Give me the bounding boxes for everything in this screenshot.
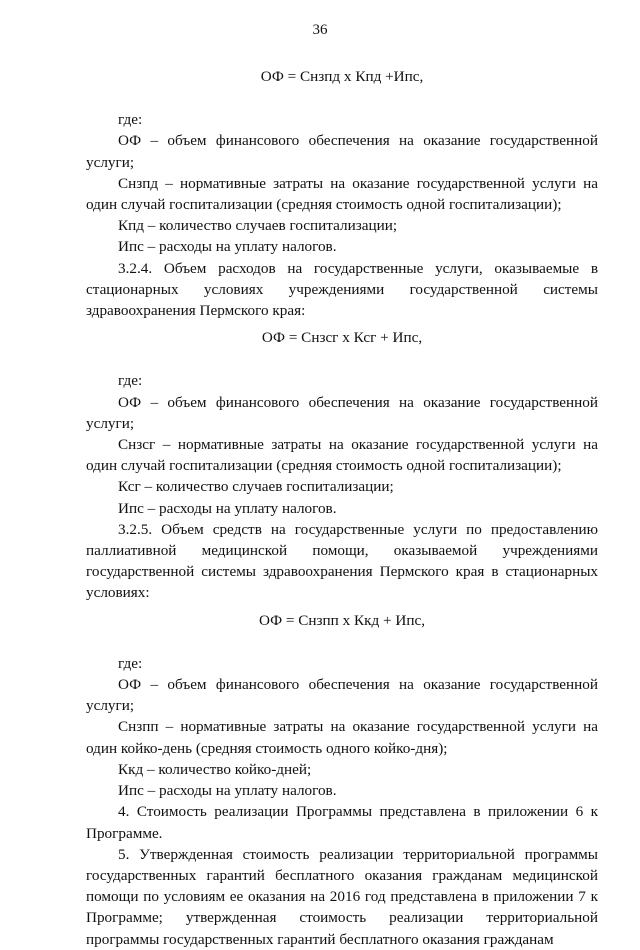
definition-ips: Ипс – расходы на уплату налогов. (118, 499, 337, 517)
definition-of: ОФ – объем финансового обеспечения на оказание государственной услуги; (86, 676, 598, 715)
formula-2: ОФ = Снзсг х Ксг + Ипс, (261, 329, 423, 347)
where-label: где: (118, 654, 143, 672)
page-number: 36 (312, 22, 328, 38)
where-label: где: (118, 372, 143, 390)
document-body (86, 60, 598, 950)
section-3-2-4: 3.2.4. Объем расходов на государственные услуги, оказываемые в стационарных условиях учреждениями государственной системы здравоохранения Пермского края: (86, 259, 598, 320)
definition-snzpd: Снзпд – нормативные затраты на оказание государственной услуги на один случай госпитализации (средняя стоимость одной госпитализации); (86, 174, 598, 214)
definition-kkd: Ккд – количество койко-дней; (118, 760, 312, 778)
section-4: 4. Стоимость реализации Программы представлена в приложении 6 к Программе. (86, 803, 598, 842)
section-3-2-5: 3.2.5. Объем средств на государственные услуги по предоставлению паллиативной медицинской помощи, оказываемой учреждениями государственной системы здравоохранения Пермского края в стационарных условиях: (86, 520, 598, 602)
definition-ksg: Ксг – количество случаев госпитализации; (118, 478, 394, 496)
definition-ips: Ипс – расходы на уплату налогов. (118, 782, 337, 800)
formula-3: ОФ = Снзпп х Ккд + Ипс, (258, 611, 426, 629)
definition-snzsg: Снзсг – нормативные затраты на оказание государственной услуги на один случай госпитализации (средняя стоимость одной госпитализации); (86, 436, 598, 475)
section-5: 5. Утвержденная стоимость реализации территориальной программы государственных гарантий бесплатного оказания гражданам медицинской помощи по условиям ее оказания на 2016 год представлена в приложении 7 к Программе; утвержденная стоимость реализации территориальной программы государственных гарантий бесплатного оказания гражданам (86, 845, 598, 948)
definition-of: ОФ – объем финансового обеспечения на оказание государственной услуги; (86, 132, 598, 171)
formula-1: ОФ = Снзпд х Кпд +Ипс, (260, 68, 424, 85)
definition-snzpp: Снзпп – нормативные затраты на оказание государственной услуги на один койко-день (средняя стоимость одного койко-дня); (86, 718, 598, 757)
definition-kpd: Кпд – количество случаев госпитализации; (118, 217, 398, 235)
definition-of: ОФ – объем финансового обеспечения на оказание государственной услуги; (86, 393, 598, 432)
definition-ips: Ипс – расходы на уплату налогов. (118, 238, 337, 256)
where-label: где: (118, 111, 143, 129)
